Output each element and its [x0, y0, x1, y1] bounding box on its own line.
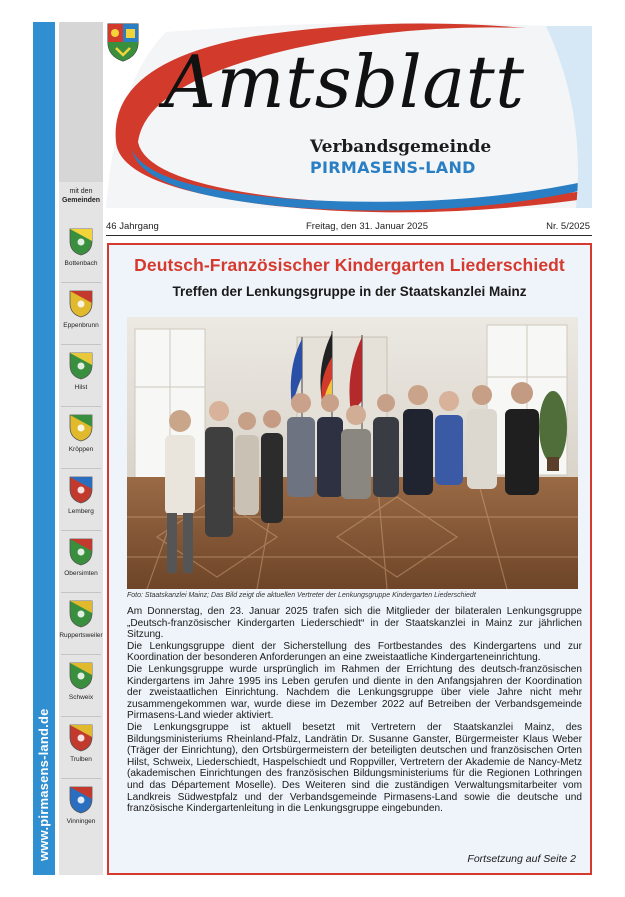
municipality-name: Bottenbach [64, 260, 98, 267]
municipality-crest-icon [69, 662, 93, 690]
municipality-divider [61, 530, 101, 531]
municipality-name: Kröppen [68, 446, 94, 453]
municipality-crest-icon [69, 228, 93, 256]
municipalities-heading [59, 187, 103, 205]
article-paragraph-2: Die Lenkungsgruppe dient der Sicherstellung des Fortbestandes des Kindergartens und zur Koordination der besonderen Anforderungen an eine zweistaatliche Kindergarteneinrichtung. [127, 640, 582, 664]
issue-number: Nr. 5/2025 [546, 221, 590, 232]
gemeinden-label: Gemeinden [61, 197, 101, 204]
website-strip [33, 22, 55, 875]
municipality-item[interactable] [59, 780, 103, 842]
municipality-item[interactable] [59, 284, 103, 346]
municipality-item[interactable] [59, 222, 103, 284]
municipality-crest-icon [69, 414, 93, 442]
municipality-divider [61, 344, 101, 345]
jahrgang: 46 Jahrgang [106, 221, 159, 232]
lead-article [107, 243, 592, 875]
municipality-divider [61, 592, 101, 593]
article-paragraph-3: Die Lenkungsgruppe wurde ursprünglich im Rahmen der Errichtung des deutsch-französischen Kindergartens im Jahre 1995 ins Leben gerufen und diente in den Anfangsjahren der Koordination der zweistaatlichen Einrichtung. Nachdem die Lenkungsgruppe über viele Jahre nicht mehr zusammengekommen war, wurde diese im Dezember 2022 auf Betreiben der Verbandsgemeinde Pirmasens-Land wieder aktiviert. [127, 663, 582, 722]
municipality-item[interactable] [59, 656, 103, 718]
website-url[interactable]: www.pirmasens-land.de [36, 708, 51, 861]
municipality-name: Ruppertsweiler [59, 632, 103, 639]
municipality-item[interactable] [59, 470, 103, 532]
municipality-item[interactable] [59, 346, 103, 408]
article-paragraph-4: Die Lenkungsgruppe ist aktuell besetzt mit Vertretern der Staatskanzlei Mainz, des Bildungsministeriums Rheinland-Pfalz, Landrätin Dr. Susanne Ganster, Bürgermeister Klaus Weber (Träger der Einrichtung), den Ortsbürgermeistern der beteiligten deutschen und französischen Orten Hilst, Schweix, Liederschiedt, Haspelschiedt und Roppviller, Vertretern der Akademie de Nancy-Metz (akademischen Einrichtungen des französischen Bildungsministeriums für die Regionen Lothringen und das Département Moselle). Des Weiteren sind die zuständigen Verwaltungsmitarbeiter vom Landkreis Südwestpfalz und der Verbandsgemeinde Pirmasens-Land sowie die deutsche und französische Kindergartenleitung in die Lenkungsgruppe eingebunden. [127, 721, 582, 815]
article-subheadline: Treffen der Lenkungsgruppe in der Staatskanzlei Mainz [172, 284, 527, 299]
column-top-panel [59, 22, 103, 182]
municipality-divider [61, 654, 101, 655]
article-headline: Deutsch-Französischer Kindergarten Liederschiedt [134, 255, 565, 275]
municipality-name: Obersimten [64, 570, 98, 577]
municipality-name: Hilst [74, 384, 88, 391]
municipality-name: Vinningen [66, 818, 96, 825]
municipality-crest-icon [69, 476, 93, 504]
masthead-title: Amtsblatt [164, 40, 525, 124]
masthead-subtitle-verbandsgemeinde: Verbandsgemeinde [310, 137, 492, 157]
municipality-name: Lemberg [68, 508, 94, 515]
article-paragraph-1: Am Donnerstag, den 23. Januar 2025 trafen sich die Mitglieder der bilateralen Lenkungsgruppe „Deutsch-französischer Kindergarten Liederschiedt“ in der Staatskanzlei in Mainz zur jährlichen Sitzung. [127, 606, 582, 641]
municipality-item[interactable] [59, 594, 103, 656]
municipality-crest-icon [69, 724, 93, 752]
masthead [106, 22, 592, 214]
municipality-crest-icon [69, 290, 93, 318]
municipality-divider [61, 778, 101, 779]
municipality-divider [61, 468, 101, 469]
municipality-column [59, 22, 103, 875]
photo-caption: Foto: Staatskanzlei Mainz; Das Bild zeigt die aktuellen Vertreter der Lenkungsgruppe Kindergarten Liederschiedt [127, 592, 476, 599]
municipality-item[interactable] [59, 718, 103, 780]
continuation-link[interactable]: Fortsetzung auf Seite 2 [467, 853, 576, 865]
municipality-item[interactable] [59, 532, 103, 594]
municipality-name: Trulben [70, 756, 92, 763]
municipality-crest-icon [69, 786, 93, 814]
municipality-divider [61, 282, 101, 283]
municipality-name: Schweix [68, 694, 94, 701]
masthead-subtitle-pirmasens-land: PIRMASENS-LAND [310, 158, 476, 177]
pirmasens-land-crest-icon [106, 22, 140, 62]
issue-info-bar [106, 216, 592, 236]
municipality-crest-icon [69, 600, 93, 628]
municipality-crest-icon [69, 352, 93, 380]
group-photo-illustration [127, 317, 578, 589]
municipality-crest-icon [69, 538, 93, 566]
article-body [127, 606, 582, 815]
municipality-item[interactable] [59, 408, 103, 470]
issue-date: Freitag, den 31. Januar 2025 [306, 221, 429, 232]
municipality-divider [61, 716, 101, 717]
municipality-name: Eppenbrunn [63, 322, 99, 329]
municipality-divider [61, 406, 101, 407]
mit-den-label: mit den [69, 188, 93, 195]
group-photo [127, 317, 578, 589]
